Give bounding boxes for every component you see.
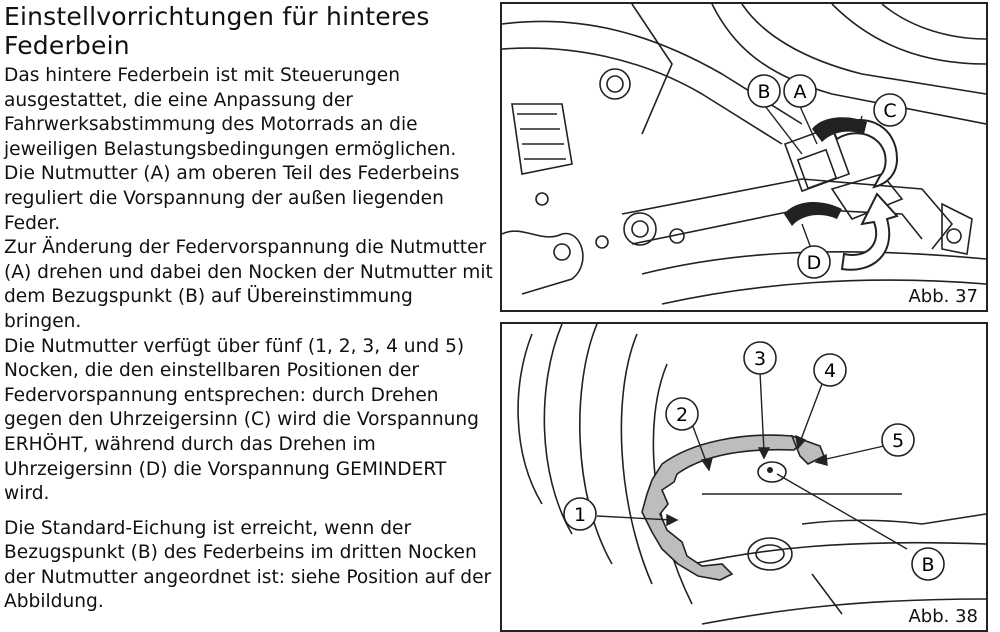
figure-38-illustration bbox=[502, 324, 986, 630]
callout-a: A bbox=[793, 81, 807, 103]
callout-b-ref: B bbox=[921, 554, 935, 576]
figure-38-callouts bbox=[564, 342, 944, 580]
figure-37-illustration bbox=[502, 4, 986, 310]
callout-c: C bbox=[883, 100, 897, 122]
callout-d: D bbox=[806, 252, 822, 274]
text-column bbox=[4, 2, 494, 615]
paragraph-adjust: Zur Änderung der Federvorspannung die Nutmutter (A) drehen und dabei den Nocken der Nutmutter mit dem Bezugspunkt (B) auf Übereinstimmung bringen. bbox=[4, 237, 493, 332]
callout-1: 1 bbox=[573, 504, 587, 526]
callout-2: 2 bbox=[675, 404, 689, 426]
paragraph-ring-nut: Die Nutmutter (A) am oberen Teil des Federbeins reguliert die Vorspannung der außen liegenden Feder. bbox=[4, 163, 460, 234]
callout-5: 5 bbox=[891, 430, 905, 452]
callout-3: 3 bbox=[753, 348, 767, 370]
figure-37-caption: Abb. 37 bbox=[908, 286, 978, 307]
callout-4: 4 bbox=[823, 360, 837, 382]
figure-37 bbox=[500, 2, 988, 312]
figure-38-caption: Abb. 38 bbox=[908, 606, 978, 627]
paragraph-intro: Das hintere Federbein ist mit Steuerungen ausgestattet, die eine Anpassung der Fahrwerksabstimmung des Motorrads an die jeweiligen Belastungsbedingungen ermöglichen. bbox=[4, 65, 457, 160]
section-title: Einstellvorrichtungen für hinteres Federbein bbox=[4, 2, 430, 60]
figure-38 bbox=[500, 322, 988, 632]
paragraph-standard: Die Standard-Eichung ist erreicht, wenn der Bezugspunkt (B) des Federbeins im dritten Nocken der Nutmutter angeordnet ist: siehe Position auf der Abbildung. bbox=[4, 517, 492, 613]
callout-b: B bbox=[757, 81, 771, 103]
paragraph-cams: Die Nutmutter verfügt über fünf (1, 2, 3, 4 und 5) Nocken, die den einstellbaren Positionen der Federvorspannung entsprechen: durch Drehen gegen den Uhrzeigersinn (C) wird die Vorspannung ERHÖHT, während durch das Drehen im Uhrzeigersinn (D) die Vorspannung GEMINDERT wird. bbox=[4, 335, 479, 505]
